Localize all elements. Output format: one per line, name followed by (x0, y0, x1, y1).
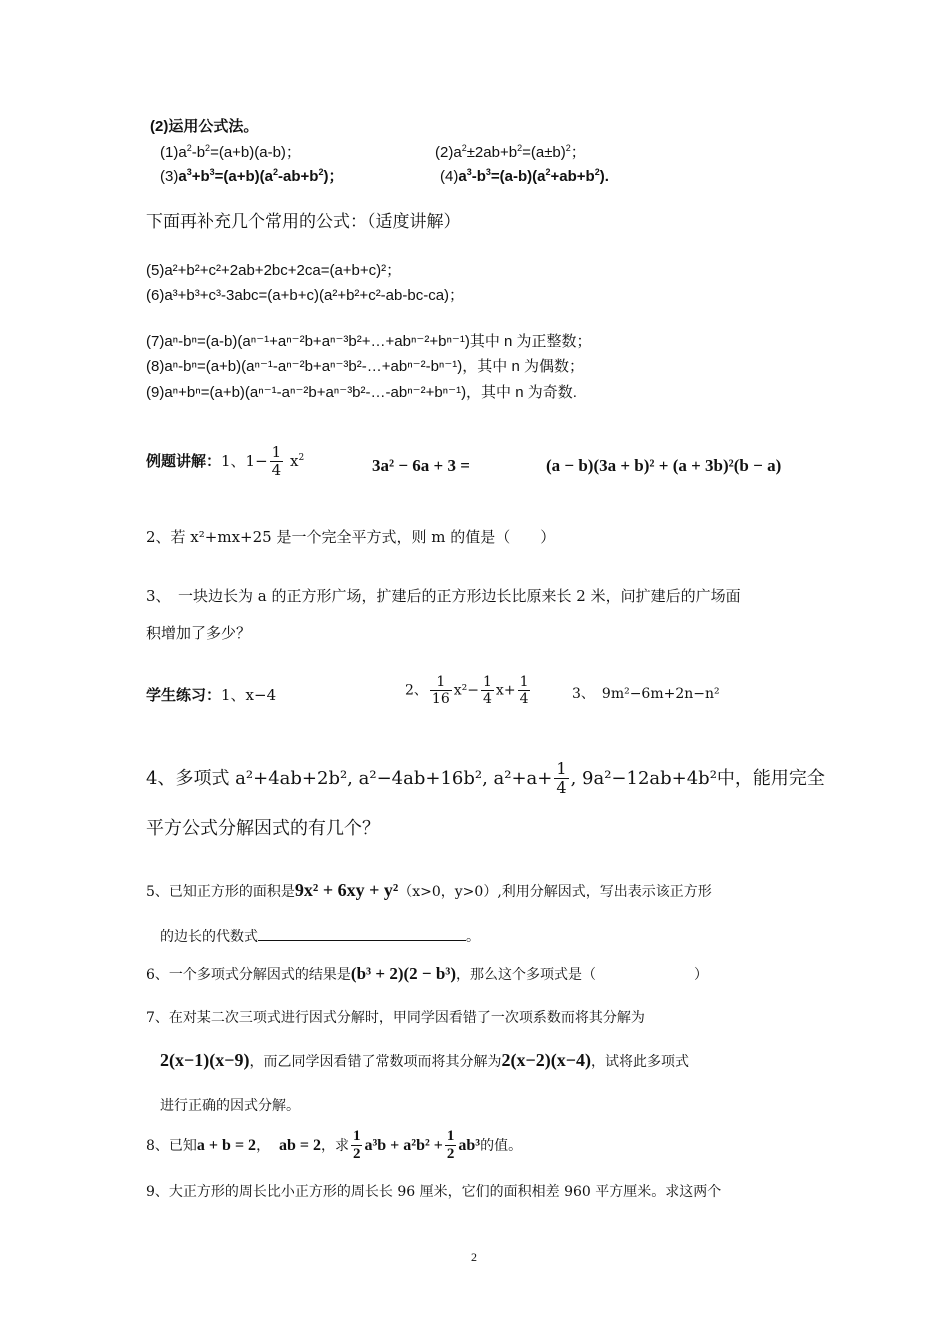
formula-6: (6)a³+b³+c³-3abc=(a+b+c)(a²+b²+c²-ab-bc-ca)； (146, 287, 465, 304)
question-7-line2: 2(x−1)(x−9)，而乙同学因看错了常数项而将其分解为2(x−2)(x−4)，试将此多项式 (160, 1050, 689, 1070)
question-8: 8、已知a + b = 2， ab = 2，求 $\frac{1}{2}$ a³b + a²b² + $\frac{1}{2}$ ab³的值。 (146, 1128, 523, 1163)
formula-9: (9)aⁿ+bⁿ=(a+b)(aⁿ⁻¹-aⁿ⁻²b+aⁿ⁻³b²-…-abⁿ⁻²+bⁿ⁻¹)，其中 n 为奇数. (146, 384, 577, 401)
question-2: 2、若 x²+mx+25 是一个完全平方式，则 m 的值是（ ） (146, 528, 556, 546)
answer-blank[interactable] (258, 924, 466, 941)
practice-3: 3、 9m²−6m+2n−n² (572, 686, 720, 702)
question-4-line2: 平方公式分解因式的有几个？ (146, 818, 380, 839)
formula-2: $(2)a^2\pm 2ab+b^2=(a\pm b)^2$； (435, 143, 586, 161)
example-1: 1、1− $\frac{1}{4}$ $x^2$ (221, 443, 305, 480)
practice-1: 1、x−4 (221, 686, 277, 704)
question-9: 9、大正方形的周长比小正方形的周长长 96 厘米，它们的面积相差 960 平方厘米。求这两个 (146, 1184, 722, 1200)
section-heading: (2)运用公式法。 (150, 118, 259, 135)
formula-8: (8)aⁿ-bⁿ=(a+b)(aⁿ⁻¹-aⁿ⁻²b+aⁿ⁻³b²-…+abⁿ⁻²-bⁿ⁻¹)，其中 n 为偶数； (146, 358, 584, 375)
examples-row (146, 444, 304, 480)
formula-3: $(3)a^3+b^3=(a+b)(a^2-ab+b^2)$； (160, 167, 344, 185)
page-number: 2 (471, 1250, 477, 1264)
example-2: 3a² − 6a + 3 = (372, 456, 470, 475)
formula-7: (7)aⁿ-bⁿ=(a-b)(aⁿ⁻¹+aⁿ⁻²b+aⁿ⁻³b²+…+abⁿ⁻²+bⁿ⁻¹)其中 n 为正整数； (146, 333, 592, 350)
formula-4: $(4)a^3-b^3=(a-b)(a^2+ab+b^2)$. (440, 167, 609, 185)
question-3-line1: 3、 一块边长为 a 的正方形广场，扩建后的正方形边长比原来长 2 米，问扩建后的广场面 (146, 587, 741, 605)
question-6: 6、一个多项式分解因式的结果是(b³ + 2)(2 − b³)，那么这个多项式是（ ） (146, 964, 709, 983)
formula-1: $(1)a^2-b^2=(a+b)(a-b)$； (160, 143, 301, 161)
example-3: (a − b)(3a + b)² + (a + 3b)²(b − a) (546, 456, 782, 475)
question-7-line3: 进行正确的因式分解。 (160, 1098, 300, 1114)
formula-5: (5)a²+b²+c²+2ab+2bc+2ca=(a+b+c)²； (146, 262, 402, 279)
question-5-line2: 的边长的代数式 。 (160, 924, 480, 946)
question-3-line2: 积增加了多少？ (146, 624, 252, 642)
practice-2: 2、 $\frac{1}{16}$ x²− $\frac{1}{4}$ x+ $\frac{1}{4}$ (405, 674, 529, 708)
question-4-line1: 4、多项式 a²+4ab+2b², a²−4ab+16b², a²+a+ $\frac{1}{4}$ , 9a²−12ab+4b²中，能用完全 (146, 759, 825, 798)
question-7-line1: 7、在对某二次三项式进行因式分解时，甲同学因看错了一次项系数而将其分解为 (146, 1010, 645, 1026)
practice-row (146, 686, 276, 705)
supplement-title: 下面再补充几个常用的公式：（适度讲解） (146, 212, 461, 232)
question-5-line1: 5、已知正方形的面积是9x² + 6xy + y²（x>0，y>0）,利用分解因式，写出表示该正方形 (146, 880, 712, 900)
fraction: $\frac{1}{4}$ (271, 443, 282, 480)
practice-label: 学生练习： (146, 687, 222, 704)
examples-label: 例题讲解： (146, 452, 222, 470)
